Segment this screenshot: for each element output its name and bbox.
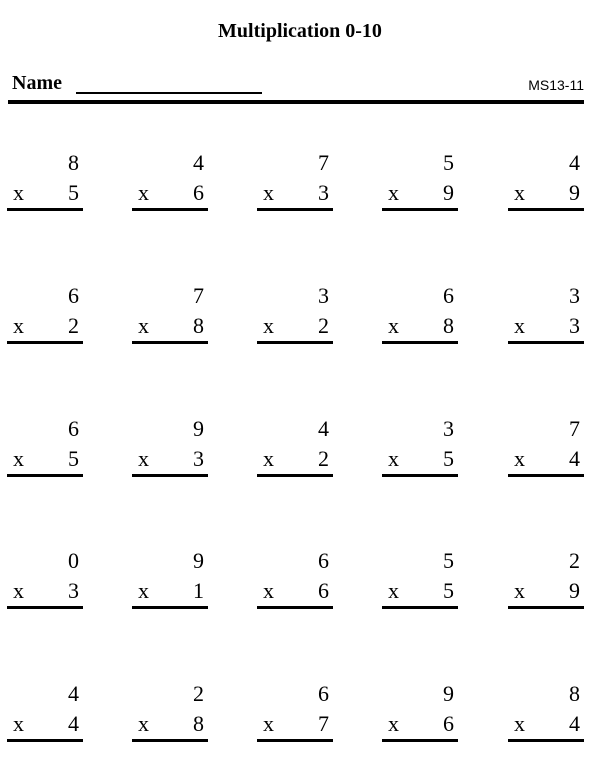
problem-bottom-number: 1	[193, 578, 204, 603]
problem-bottom-number: 6	[193, 180, 204, 205]
problem	[257, 150, 333, 212]
answer-line[interactable]	[257, 606, 333, 609]
problem-bottom-number: 4	[68, 711, 79, 736]
answer-line[interactable]	[7, 341, 83, 344]
answer-line[interactable]	[132, 606, 208, 609]
answer-line[interactable]	[382, 606, 458, 609]
multiply-sign: x	[138, 313, 149, 338]
multiply-sign: x	[388, 446, 399, 471]
problem-top-number: 7	[569, 416, 580, 441]
name-blank-line[interactable]	[76, 92, 262, 94]
problem-top-number: 7	[193, 283, 204, 308]
answer-line[interactable]	[132, 208, 208, 211]
problem-top-number: 6	[443, 283, 454, 308]
multiply-sign: x	[263, 578, 274, 603]
answer-line[interactable]	[257, 474, 333, 477]
problem-top-number: 9	[443, 681, 454, 706]
answer-line[interactable]	[382, 474, 458, 477]
problem-bottom-number: 2	[68, 313, 79, 338]
problem	[508, 548, 584, 610]
multiply-sign: x	[138, 578, 149, 603]
problem-bottom-number: 3	[193, 446, 204, 471]
multiply-sign: x	[13, 180, 24, 205]
problem-top-number: 6	[318, 548, 329, 573]
problem-bottom-number: 6	[318, 578, 329, 603]
problem-top-number: 5	[443, 150, 454, 175]
answer-line[interactable]	[508, 739, 584, 742]
problem-top-number: 9	[193, 548, 204, 573]
answer-line[interactable]	[382, 208, 458, 211]
problem-top-number: 2	[569, 548, 580, 573]
name-label: Name	[12, 72, 62, 94]
problem-bottom-number: 4	[569, 446, 580, 471]
problem	[7, 548, 83, 610]
multiply-sign: x	[13, 446, 24, 471]
multiply-sign: x	[514, 446, 525, 471]
problem	[257, 416, 333, 478]
worksheet-code: MS13-11	[528, 77, 584, 93]
multiply-sign: x	[388, 578, 399, 603]
answer-line[interactable]	[508, 606, 584, 609]
problem-top-number: 3	[318, 283, 329, 308]
problem	[132, 548, 208, 610]
problem	[132, 416, 208, 478]
problem-bottom-number: 8	[443, 313, 454, 338]
multiply-sign: x	[13, 711, 24, 736]
problem-bottom-number: 5	[68, 446, 79, 471]
problem-bottom-number: 6	[443, 711, 454, 736]
problem	[7, 150, 83, 212]
answer-line[interactable]	[257, 341, 333, 344]
answer-line[interactable]	[7, 739, 83, 742]
problem-bottom-number: 9	[443, 180, 454, 205]
problem-top-number: 5	[443, 548, 454, 573]
problem-bottom-number: 2	[318, 446, 329, 471]
answer-line[interactable]	[508, 474, 584, 477]
multiply-sign: x	[388, 313, 399, 338]
problem	[7, 681, 83, 743]
problem-bottom-number: 8	[193, 313, 204, 338]
problem-top-number: 3	[443, 416, 454, 441]
problem-top-number: 0	[68, 548, 79, 573]
multiply-sign: x	[263, 446, 274, 471]
answer-line[interactable]	[7, 474, 83, 477]
multiply-sign: x	[514, 313, 525, 338]
multiply-sign: x	[13, 578, 24, 603]
multiply-sign: x	[388, 180, 399, 205]
answer-line[interactable]	[7, 606, 83, 609]
problem-top-number: 2	[193, 681, 204, 706]
problem	[382, 150, 458, 212]
problem-bottom-number: 3	[68, 578, 79, 603]
multiply-sign: x	[514, 578, 525, 603]
problem	[508, 416, 584, 478]
problem	[7, 283, 83, 345]
problem-top-number: 6	[68, 416, 79, 441]
problem	[132, 681, 208, 743]
problem	[508, 150, 584, 212]
multiply-sign: x	[514, 180, 525, 205]
problem-bottom-number: 9	[569, 180, 580, 205]
problem-bottom-number: 3	[318, 180, 329, 205]
problem-top-number: 8	[569, 681, 580, 706]
problem-bottom-number: 2	[318, 313, 329, 338]
problem-top-number: 4	[193, 150, 204, 175]
problem-top-number: 8	[68, 150, 79, 175]
answer-line[interactable]	[132, 474, 208, 477]
problem-bottom-number: 4	[569, 711, 580, 736]
problem	[508, 681, 584, 743]
answer-line[interactable]	[132, 739, 208, 742]
problem	[132, 150, 208, 212]
problem	[257, 681, 333, 743]
answer-line[interactable]	[132, 341, 208, 344]
problem-top-number: 3	[569, 283, 580, 308]
answer-line[interactable]	[382, 739, 458, 742]
problem	[132, 283, 208, 345]
multiply-sign: x	[13, 313, 24, 338]
multiply-sign: x	[263, 711, 274, 736]
answer-line[interactable]	[257, 739, 333, 742]
problem-top-number: 6	[68, 283, 79, 308]
header-divider	[8, 100, 584, 104]
problem-top-number: 6	[318, 681, 329, 706]
problem-bottom-number: 7	[318, 711, 329, 736]
multiply-sign: x	[138, 446, 149, 471]
problem	[257, 548, 333, 610]
problem	[382, 416, 458, 478]
problem	[382, 283, 458, 345]
problem	[508, 283, 584, 345]
problem-bottom-number: 8	[193, 711, 204, 736]
problem-top-number: 4	[318, 416, 329, 441]
problem-bottom-number: 5	[443, 578, 454, 603]
problem-bottom-number: 9	[569, 578, 580, 603]
problem	[7, 416, 83, 478]
multiply-sign: x	[263, 313, 274, 338]
problem	[257, 283, 333, 345]
problem-top-number: 7	[318, 150, 329, 175]
problem-bottom-number: 5	[443, 446, 454, 471]
multiply-sign: x	[263, 180, 274, 205]
answer-line[interactable]	[508, 341, 584, 344]
problem-top-number: 4	[569, 150, 580, 175]
multiply-sign: x	[388, 711, 399, 736]
answer-line[interactable]	[257, 208, 333, 211]
multiply-sign: x	[514, 711, 525, 736]
problem-top-number: 9	[193, 416, 204, 441]
problem	[382, 681, 458, 743]
problem-top-number: 4	[68, 681, 79, 706]
problem-bottom-number: 3	[569, 313, 580, 338]
name-row	[12, 70, 584, 98]
answer-line[interactable]	[7, 208, 83, 211]
multiply-sign: x	[138, 180, 149, 205]
answer-line[interactable]	[382, 341, 458, 344]
answer-line[interactable]	[508, 208, 584, 211]
problem-bottom-number: 5	[68, 180, 79, 205]
problem	[382, 548, 458, 610]
worksheet-title: Multiplication 0-10	[218, 20, 382, 42]
multiply-sign: x	[138, 711, 149, 736]
